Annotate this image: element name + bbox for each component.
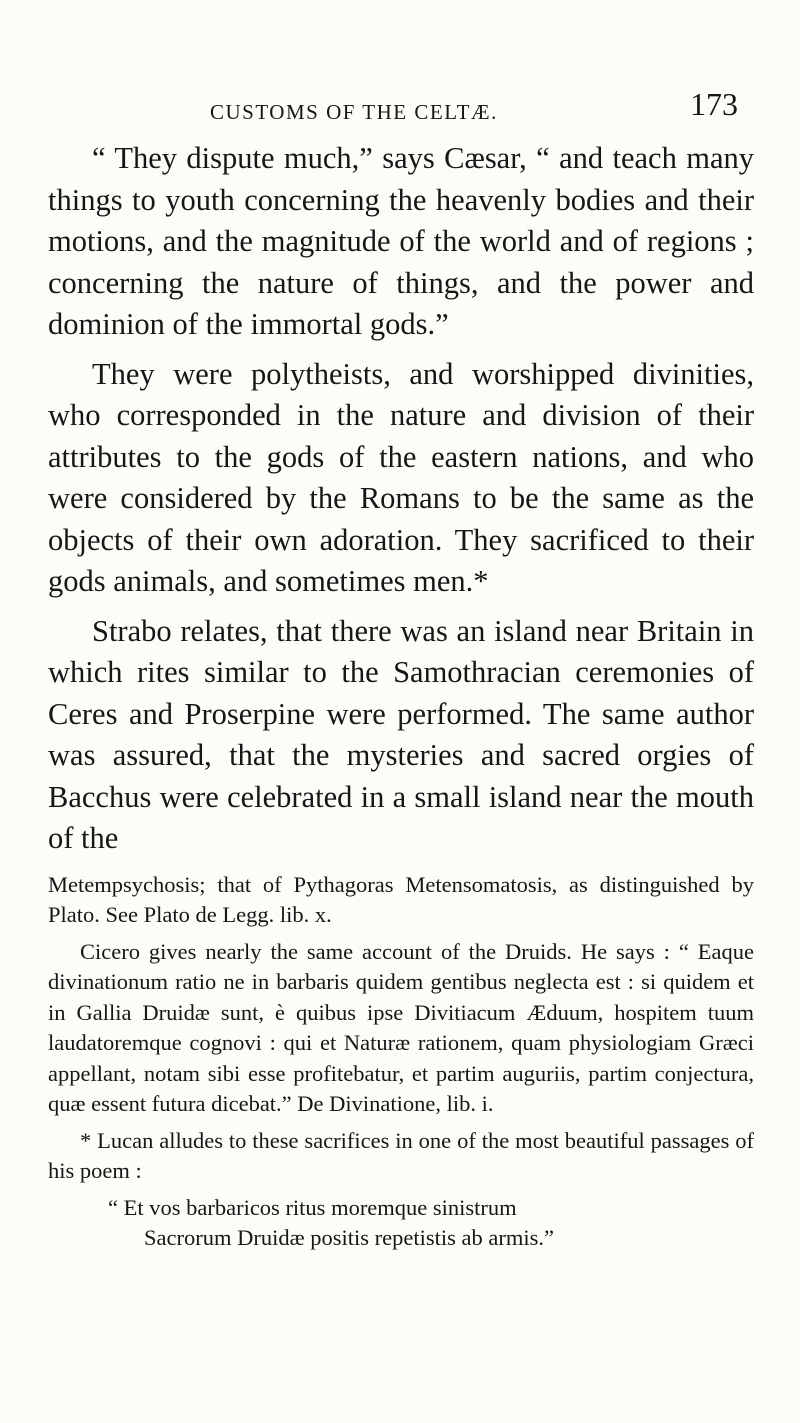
running-head-title: CUSTOMS OF THE CELTÆ. xyxy=(210,100,498,124)
footnote-cicero: Cicero gives nearly the same account of the Druids. He says : “ Eaque divinationum ratio ne in barbaris quidem gentibus neglecta est : si quidem et in Gallia Druidæ sunt, è quibus ipse Divitiacum Æduum, hospitem tuum laudatoremque cognovi : qui et Naturæ rationem, quam physiologiam Græci appellant, notam sibi esse profitebatur, et partim auguriis, partim conjectura, quæ essent futura dicebat.” De Divinatione, lib. i. xyxy=(48,938,754,1116)
verse-line-1: “ Et vos barbaricos ritus moremque sinistrum xyxy=(108,1194,517,1220)
verse-quote xyxy=(48,1193,754,1254)
paragraph-strabo: Strabo relates, that there was an island near Britain in which rites similar to the Samothracian ceremonies of Ceres and Proserpine were performed. The same author was assured, that the mysteries and sacred orgies of Bacchus were celebrated in a small island near the mouth of the xyxy=(48,613,754,855)
footnote-continued: Metempsychosis; that of Pythagoras Metensomatosis, as distinguished by Plato. See Plato de Legg. lib. x. xyxy=(48,871,754,927)
body-text xyxy=(48,138,754,860)
footnotes xyxy=(48,870,754,1254)
paragraph-polytheists: They were polytheists, and worshipped divinities, who corresponded in the nature and division of their attributes to the gods of the eastern nations, and who were considered by the Romans to be the same as the objects of their own adoration. They sacrificed to their gods animals, and sometimes men.* xyxy=(48,356,754,598)
verse-line-2: Sacrorum Druidæ positis repetistis ab armis.” xyxy=(144,1225,554,1250)
running-head xyxy=(48,84,754,124)
page-number: 173 xyxy=(690,86,738,122)
paragraph-caesar: “ They dispute much,” says Cæsar, “ and teach many things to youth concerning the heavenly bodies and their motions, and the magnitude of the world and of regions ; concerning the nature of things, and the power and dominion of the immortal gods.” xyxy=(48,141,754,341)
footnote-lucan: * Lucan alludes to these sacrifices in one of the most beautiful passages of his poem : xyxy=(48,1127,754,1183)
